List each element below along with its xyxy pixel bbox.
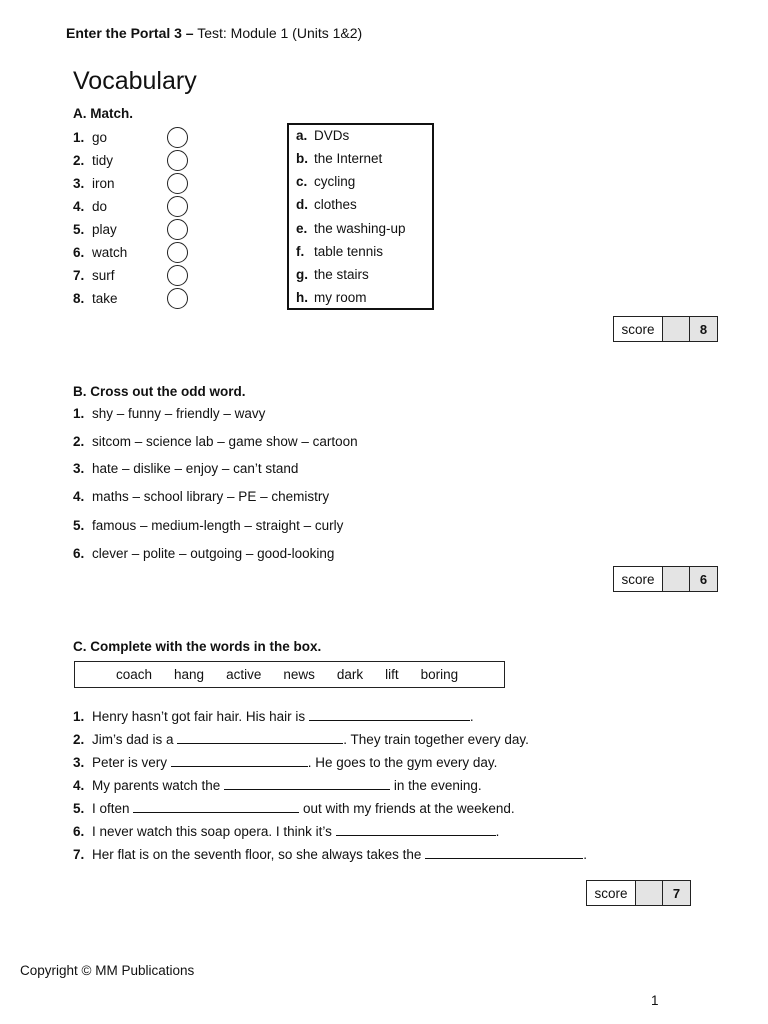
score-entry[interactable]: [636, 881, 663, 905]
score-entry[interactable]: [663, 567, 690, 591]
list-item: 2. Jim’s dad is a . They train together every day.: [73, 732, 529, 747]
list-item: 8. take: [73, 291, 118, 306]
list-item: 3. hate – dislike – enjoy – can’t stand: [73, 461, 299, 476]
answer-blank[interactable]: [425, 846, 583, 859]
score-box-b: [613, 566, 718, 592]
list-item: 2. tidy: [73, 153, 114, 168]
score-label: score: [587, 881, 636, 905]
score-box-a: [613, 316, 718, 342]
part-b-heading: B. Cross out the odd word.: [73, 384, 246, 399]
answer-circle-1[interactable]: [167, 127, 188, 148]
word-box-word: hang: [174, 667, 205, 682]
section-title: Vocabulary: [73, 67, 197, 95]
list-item: 3. Peter is very . He goes to the gym every day.: [73, 755, 498, 770]
score-box-c: [586, 880, 691, 906]
list-item: 2. sitcom – science lab – game show – cartoon: [73, 434, 358, 449]
list-item: 5. I often out with my friends at the weekend.: [73, 801, 515, 816]
list-item: a. DVDs: [296, 128, 350, 143]
list-item: e. the washing-up: [296, 221, 406, 236]
list-item: h. my room: [296, 290, 367, 305]
answer-blank[interactable]: [177, 731, 343, 744]
header-subtitle: Test: Module 1 (Units 1&2): [193, 25, 363, 41]
word-box: [74, 661, 505, 688]
list-item: 1. go: [73, 130, 108, 145]
list-item: d. clothes: [296, 197, 357, 212]
list-item: f. table tennis: [296, 244, 384, 259]
header-title: Enter the Portal 3 –: [66, 25, 194, 41]
list-item: 7. surf: [73, 268, 115, 283]
score-label: score: [614, 317, 663, 341]
score-max: 6: [690, 567, 717, 591]
score-max: 7: [663, 881, 690, 905]
list-item: b. the Internet: [296, 151, 383, 166]
match-options-box: [287, 123, 434, 310]
list-item: 6. clever – polite – outgoing – good-looking: [73, 546, 335, 561]
document-header: [66, 25, 362, 41]
answer-circle-6[interactable]: [167, 242, 188, 263]
word-box-word: coach: [116, 667, 153, 682]
list-item: 1. shy – funny – friendly – wavy: [73, 406, 266, 421]
list-item: 4. maths – school library – PE – chemistry: [73, 489, 330, 504]
answer-circle-5[interactable]: [167, 219, 188, 240]
score-entry[interactable]: [663, 317, 690, 341]
word-box-word: active: [226, 667, 262, 682]
answer-circle-7[interactable]: [167, 265, 188, 286]
answer-circle-2[interactable]: [167, 150, 188, 171]
list-item: 5. famous – medium-length – straight – curly: [73, 518, 344, 533]
list-item: 1. Henry hasn’t got fair hair. His hair is .: [73, 709, 474, 724]
list-item: 3. iron: [73, 176, 115, 191]
answer-blank[interactable]: [336, 823, 496, 836]
word-box-word: dark: [336, 667, 364, 682]
copyright-text: Copyright © MM Publications: [20, 963, 195, 978]
list-item: g. the stairs: [296, 267, 369, 282]
answer-circle-4[interactable]: [167, 196, 188, 217]
list-item: 6. watch: [73, 245, 128, 260]
score-label: score: [614, 567, 663, 591]
list-item: 4. do: [73, 199, 108, 214]
list-item: 7. Her flat is on the seventh floor, so she always takes the .: [73, 847, 587, 862]
list-item: 4. My parents watch the in the evening.: [73, 778, 482, 793]
page-number: 1: [651, 993, 659, 1008]
answer-circle-8[interactable]: [167, 288, 188, 309]
part-a-heading: A. Match.: [73, 106, 134, 121]
word-box-word: boring: [420, 667, 459, 682]
answer-blank[interactable]: [133, 800, 299, 813]
answer-blank[interactable]: [171, 754, 308, 767]
list-item: c. cycling: [296, 174, 356, 189]
list-item: 6. I never watch this soap opera. I think it’s .: [73, 824, 500, 839]
answer-blank[interactable]: [224, 777, 390, 790]
list-item: 5. play: [73, 222, 117, 237]
score-max: 8: [690, 317, 717, 341]
answer-blank[interactable]: [309, 708, 470, 721]
part-c-heading: C. Complete with the words in the box.: [73, 639, 322, 654]
answer-circle-3[interactable]: [167, 173, 188, 194]
word-box-word: lift: [385, 667, 399, 682]
word-box-word: news: [283, 667, 315, 682]
